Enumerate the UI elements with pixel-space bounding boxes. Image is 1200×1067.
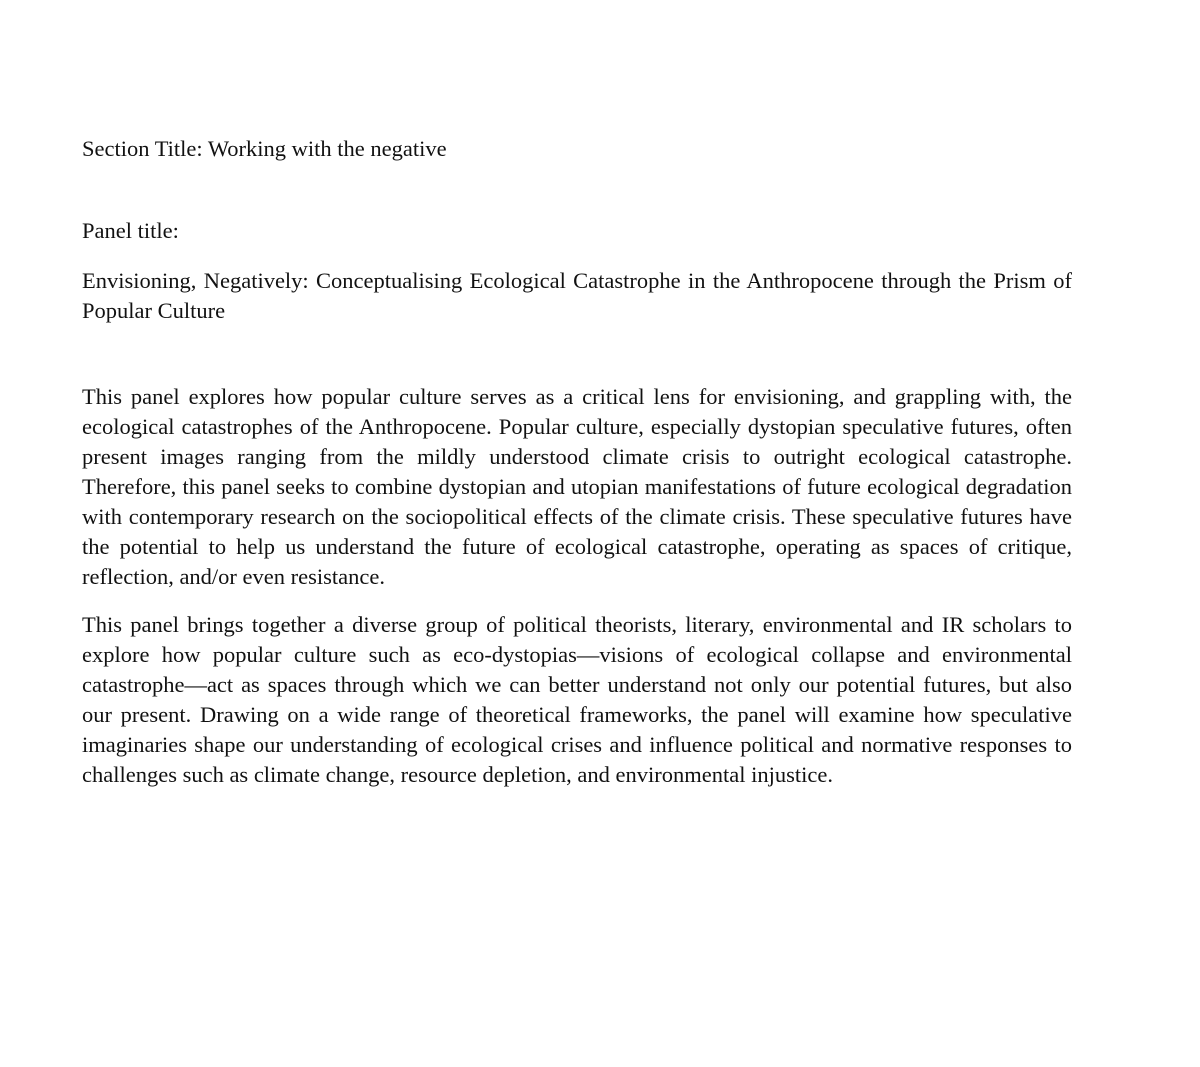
panel-title-label: Panel title: xyxy=(82,218,179,243)
body-paragraph: This panel explores how popular culture serves as a critical lens for envisioning, and grappling with, the ecological catastrophes of the Anthropocene. Popular culture, especially dystopian speculative futures, often present images ranging from the mildly understood climate crisis to outright ecological catastrophe. Therefore, this panel seeks to combine dystopian and utopian manifestations of future ecological degradation with contemporary research on the sociopolitical effects of the climate crisis. These speculative futures have the potential to help us understand the future of ecological catastrophe, operating as spaces of critique, reflection, and/or even resistance. xyxy=(82,384,1072,589)
document-body xyxy=(82,134,1072,790)
panel-title: Envisioning, Negatively: Conceptualising Ecological Catastrophe in the Anthropocene through the Prism of Popular Culture xyxy=(82,268,1072,323)
body-paragraph: This panel brings together a diverse group of political theorists, literary, environmental and IR scholars to explore how popular culture such as eco-dystopias—visions of ecological collapse and environmental catastrophe—act as spaces through which we can better understand not only our potential futures, but also our present. Drawing on a wide range of theoretical frameworks, the panel will examine how speculative imaginaries shape our understanding of ecological crises and influence political and normative responses to challenges such as climate change, resource depletion, and environmental injustice. xyxy=(82,612,1072,787)
section-title: Section Title: Working with the negative xyxy=(82,136,447,161)
